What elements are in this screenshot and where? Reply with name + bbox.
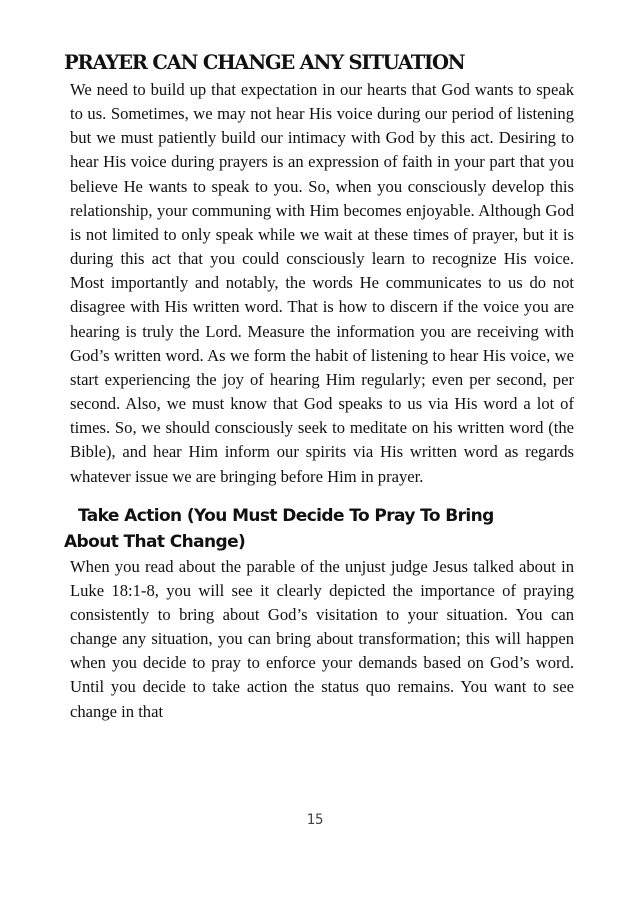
section-heading bbox=[64, 503, 574, 555]
body-paragraph-2: When you read about the parable of the unjust judge Jesus talked about in Luke 18:1-8, you will see it clearly depicted the importance of praying consistently to bring about God’s visitation to your situation. You can change any situation, you can bring about transformation; this will happen when you decide to pray to enforce your demands based on God’s word. Until you decide to take action the status quo remains. You want to see change in that bbox=[70, 556, 574, 721]
chapter-title: PRAYER CAN CHANGE ANY SITUATION bbox=[64, 51, 465, 74]
section-heading-line-2: About That Change) bbox=[64, 531, 246, 552]
body-paragraph-1: We need to build up that expectation in our hearts that God wants to speak to us. Sometimes, we may not hear His voice during our period of listening but we must patiently build our intimacy with God by this act. Desiring to hear His voice during prayers is an expression of faith in your part that you believe He wants to speak to you. So, when you consciously develop this relationship, your communing with Him becomes enjoyable. Although God is not limited to only speak while we wait at these times of prayer, but it is during this act that you could consciously learn to recognize His voice. Most importantly and notably, the words He communicates to us do not disagree with His written word. That is how to discern if the voice you are hearing is truly the Lord. Measure the information you are receiving with God’s written word. As we form the habit of listening to hear His voice, we start experiencing the joy of hearing Him regularly; even per second, per second. Also, we must know that God speaks to us via His word a lot of times. So, we should consciously seek to meditate on his written word (the Bible), and hear Him inform our spirits via His written word as regards whatever issue we are bringing before Him in prayer. bbox=[70, 80, 574, 486]
page-number: 15 bbox=[306, 812, 324, 828]
section-heading-line-1: Take Action (You Must Decide To Pray To Bring bbox=[78, 505, 494, 526]
document-page bbox=[64, 48, 574, 724]
